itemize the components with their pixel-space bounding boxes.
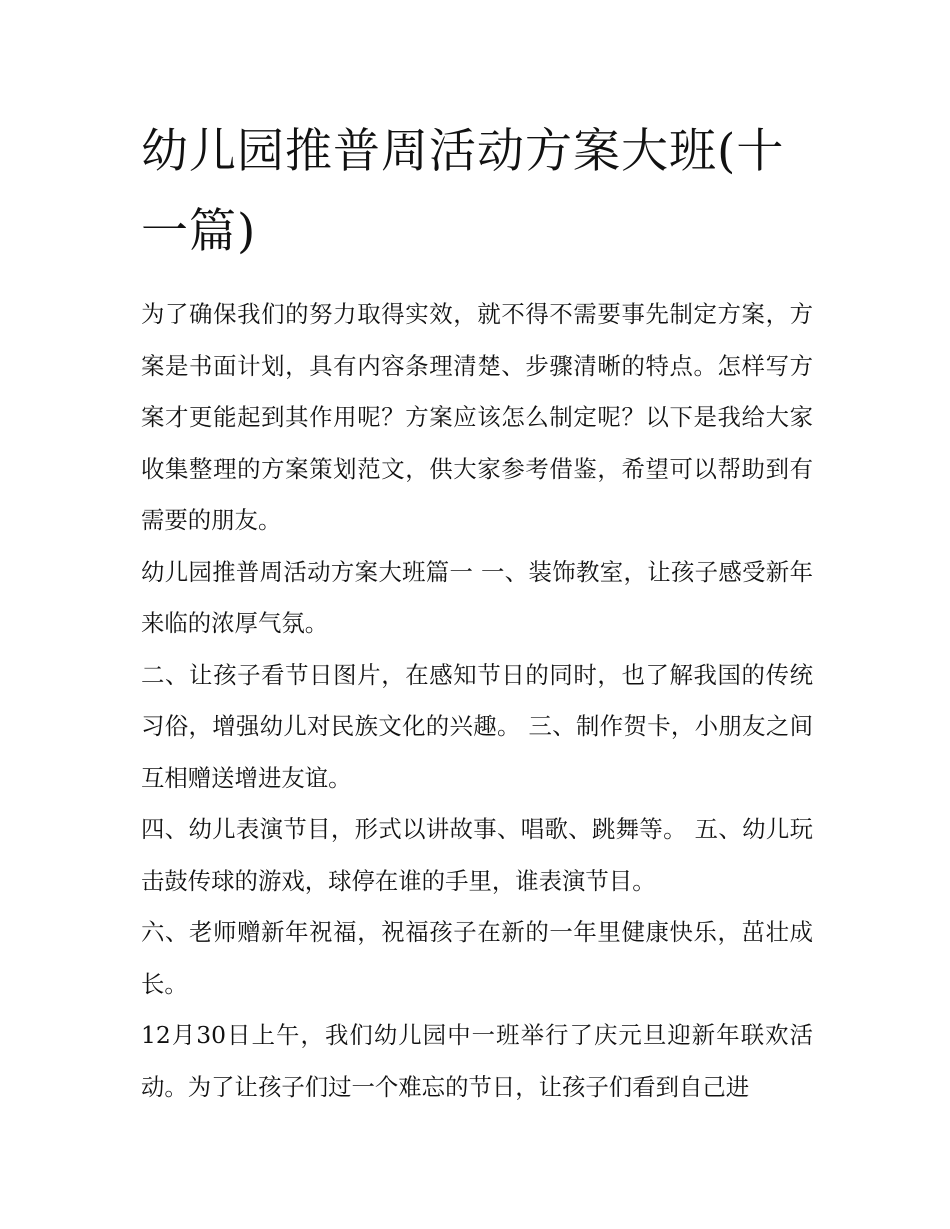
- paragraph-item-2-3: 二、让孩子看节日图片，在感知节日的同时，也了解我国的传统习俗，增强幼儿对民族文化的兴趣。 三、制作贺卡，小朋友之间互相赠送增进友谊。: [141, 660, 813, 792]
- paragraph-item-4-5: 四、幼儿表演节目，形式以讲故事、唱歌、跳舞等。 五、幼儿玩击鼓传球的游戏，球停在谁的手里，谁表演节目。: [141, 815, 813, 895]
- document-title: 幼儿园推普周活动方案大班(十一篇): [141, 124, 785, 259]
- document-body: [141, 289, 813, 1113]
- paragraph-event: 12月30日上午，我们幼儿园中一班举行了庆元旦迎新年联欢活动。为了让孩子们过一个难忘的节日，让孩子们看到自己进: [141, 1021, 813, 1101]
- paragraph-item-6: 六、老师赠新年祝福，祝福孩子在新的一年里健康快乐，茁壮成长。: [141, 918, 813, 998]
- paragraph-intro: 为了确保我们的努力取得实效，就不得不需要事先制定方案，方案是书面计划，具有内容条理清楚、步骤清晰的特点。怎样写方案才更能起到其作用呢？方案应该怎么制定呢？以下是我给大家收集整理的方案策划范文，供大家参考借鉴，希望可以帮助到有需要的朋友。: [141, 300, 813, 534]
- document-page: [141, 112, 813, 1113]
- paragraph-section-1: 幼儿园推普周活动方案大班篇一 一、装饰教室，让孩子感受新年来临的浓厚气氛。: [141, 557, 813, 637]
